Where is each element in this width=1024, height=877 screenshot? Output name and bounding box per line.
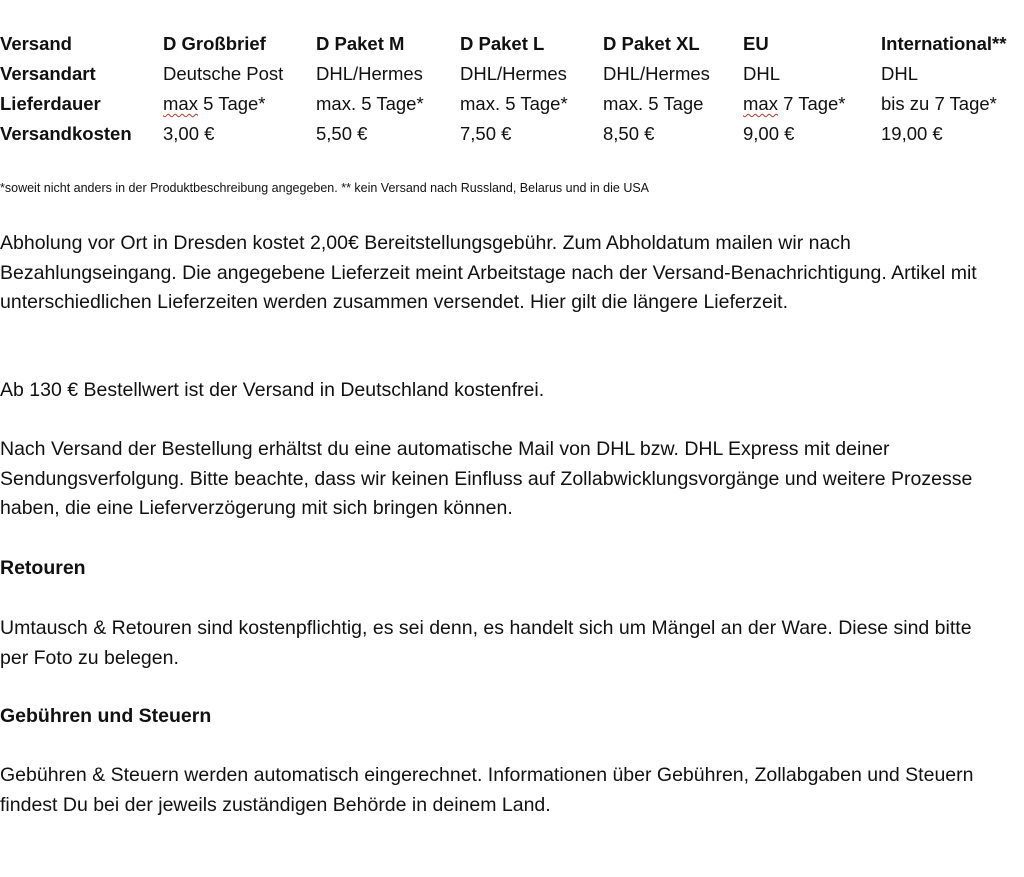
table-cell: 9,00 € (743, 123, 795, 144)
column-header-eu: EU (743, 33, 769, 54)
column-header-d-paket-l: D Paket L (460, 33, 545, 54)
table-cell: DHL (881, 63, 919, 84)
table-cell: max. 5 Tage (603, 93, 704, 114)
tracking-paragraph: Nach Versand der Bestellung erhältst du eine automatische Mail von DHL bzw. DHL Express mit deiner Sendungsverfolgung. Bitte beachte, dass wir keinen Einfluss auf Zollabwicklungsvorgänge und weitere Prozesse haben, die eine Lieferverzögerung mit sich bringen können. (0, 438, 973, 519)
table-cell: 19,00 € (881, 123, 943, 144)
fees-heading: Gebühren und Steuern (0, 705, 212, 727)
table-cell: DHL/Hermes (460, 63, 567, 84)
free-shipping-paragraph: Ab 130 € Bestellwert ist der Versand in Deutschland kostenfrei. (0, 379, 545, 401)
column-header-d-paket-m: D Paket M (316, 33, 405, 54)
table-cell: 7,50 € (460, 123, 512, 144)
spellcheck-flag: max (163, 93, 198, 114)
table-cell: 8,50 € (603, 123, 655, 144)
row-label: Versandart (0, 63, 96, 84)
table-header-row (0, 29, 1024, 59)
column-header-versand: Versand (0, 33, 72, 54)
table-cell: max 5 Tage* (163, 93, 266, 114)
table-row-versandart (0, 59, 1024, 89)
table-cell: max 7 Tage* (743, 93, 846, 114)
shipping-table (0, 29, 1024, 149)
returns-heading: Retouren (0, 557, 86, 579)
table-cell: 5,50 € (316, 123, 368, 144)
column-header-international: International** (881, 33, 1007, 54)
table-row-lieferdauer (0, 89, 1024, 119)
table-cell: DHL/Hermes (603, 63, 710, 84)
table-cell: Deutsche Post (163, 63, 284, 84)
table-row-versandkosten (0, 119, 1024, 149)
table-footnote: *soweit nicht anders in der Produktbeschreibung angegeben. ** kein Versand nach Russland, Belarus und in die USA (0, 181, 650, 195)
returns-paragraph: Umtausch & Retouren sind kostenpflichtig, es sei denn, es handelt sich um Mängel an der Ware. Diese sind bitte per Foto zu belegen. (0, 617, 972, 669)
table-cell: max. 5 Tage* (460, 93, 568, 114)
column-header-d-paket-xl: D Paket XL (603, 33, 700, 54)
fees-paragraph: Gebühren & Steuern werden automatisch eingerechnet. Informationen über Gebühren, Zollabgaben und Steuern findest Du bei der jeweils zuständigen Behörde in deinem Land. (0, 764, 974, 816)
table-cell: bis zu 7 Tage* (881, 93, 997, 114)
spellcheck-flag: max (743, 93, 778, 114)
table-cell: max. 5 Tage* (316, 93, 424, 114)
pickup-paragraph: Abholung vor Ort in Dresden kostet 2,00€ Bereitstellungsgebühr. Zum Abholdatum mailen wir nach Bezahlungseingang. Die angegebene Lieferzeit meint Arbeitstage nach der Versand-Benachrichtigung. Artikel mit unterschiedlichen Lieferzeiten werden zusammen versendet. Hier gilt die längere Lieferzeit. (0, 232, 977, 313)
column-header-d-grossbrief: D Großbrief (163, 33, 266, 54)
row-label: Versandkosten (0, 123, 132, 144)
table-cell: DHL (743, 63, 781, 84)
row-label: Lieferdauer (0, 93, 101, 114)
table-cell: DHL/Hermes (316, 63, 423, 84)
table-cell: 3,00 € (163, 123, 215, 144)
